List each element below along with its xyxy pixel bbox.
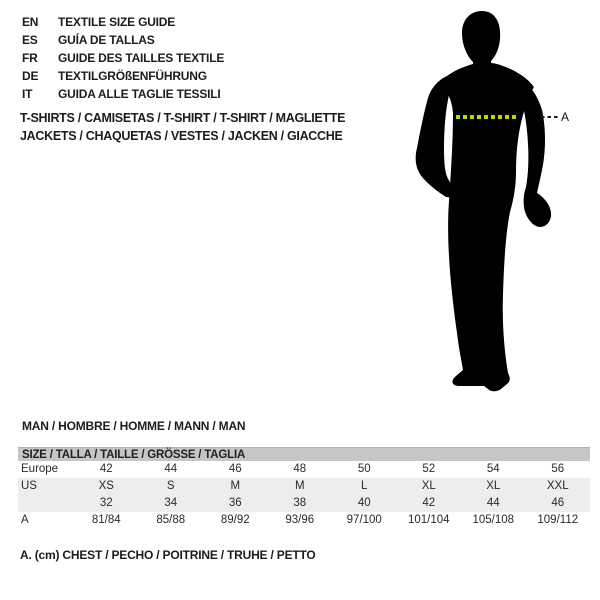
size-cell: 40 xyxy=(357,497,371,509)
size-cell: 109/112 xyxy=(537,514,579,526)
language-label: TEXTILE SIZE GUIDE xyxy=(58,15,176,29)
size-cell: 50 xyxy=(357,463,371,475)
language-label: GUIDA ALLE TAGLIE TESSILI xyxy=(58,87,221,101)
table-row-europe xyxy=(18,461,590,478)
table-row-us xyxy=(18,478,590,495)
row-label: Europe xyxy=(21,463,59,475)
size-cell: 54 xyxy=(486,463,500,475)
size-cell: 42 xyxy=(422,497,436,509)
language-label: TEXTILGRÖßENFÜHRUNG xyxy=(58,69,207,83)
size-cell: 105/108 xyxy=(472,514,515,526)
row-label: US xyxy=(21,480,37,492)
row-label xyxy=(18,495,74,512)
size-cell: 34 xyxy=(164,497,178,509)
size-cell: 56 xyxy=(551,463,565,475)
category-line-jackets: JACKETS / CHAQUETAS / VESTES / JACKEN / GIACCHE xyxy=(20,129,343,143)
size-cell: 93/96 xyxy=(285,514,315,526)
language-label: GUÍA DE TALLAS xyxy=(58,33,155,47)
size-cell: 32 xyxy=(99,497,113,509)
language-label: GUIDE DES TAILLES TEXTILE xyxy=(58,51,225,65)
size-cell: 81/84 xyxy=(91,514,121,526)
category-line-tshirts: T-SHIRTS / CAMISETAS / T-SHIRT / T-SHIRT / MAGLIETTE xyxy=(20,111,346,125)
man-silhouette xyxy=(416,11,551,391)
size-cell: 85/88 xyxy=(156,514,186,526)
language-code: ES xyxy=(22,33,38,47)
size-cell: 38 xyxy=(293,497,307,509)
silhouette-torso-legs xyxy=(440,63,534,392)
size-cell: XL xyxy=(486,480,501,492)
size-cell: XXL xyxy=(546,480,569,492)
size-cell: 46 xyxy=(228,463,242,475)
language-code: FR xyxy=(22,51,38,65)
size-cell: 52 xyxy=(422,463,436,475)
table-row-chest-a xyxy=(18,512,590,529)
table-row-numeric xyxy=(18,495,590,512)
size-cell: 89/92 xyxy=(220,514,250,526)
size-cell: XS xyxy=(98,480,114,492)
size-cell: 42 xyxy=(99,463,113,475)
size-table-header: SIZE / TALLA / TAILLE / GRÖSSE / TAGLIA xyxy=(18,447,590,461)
measure-label-a: A xyxy=(561,110,570,124)
size-cell: 44 xyxy=(486,497,500,509)
size-cell: M xyxy=(294,480,305,492)
language-code: IT xyxy=(22,87,33,101)
size-cell: 101/104 xyxy=(407,514,450,526)
size-cell: L xyxy=(361,480,368,492)
silhouette-head xyxy=(462,11,500,67)
size-cell: S xyxy=(166,480,175,492)
size-cell: 48 xyxy=(293,463,307,475)
size-cell: M xyxy=(230,480,241,492)
size-table xyxy=(18,447,590,529)
measurement-footnote: A. (cm) CHEST / PECHO / POITRINE / TRUHE / PETTO xyxy=(20,548,316,562)
size-cell: 46 xyxy=(551,497,565,509)
language-code: DE xyxy=(22,69,39,83)
section-title-man: MAN / HOMBRE / HOMME / MANN / MAN xyxy=(22,419,246,433)
size-cell: 36 xyxy=(228,497,242,509)
size-cell: 44 xyxy=(164,463,178,475)
language-code: EN xyxy=(22,15,39,29)
size-cell: 97/100 xyxy=(346,514,382,526)
row-label: A xyxy=(21,514,29,526)
size-cell: XL xyxy=(421,480,436,492)
